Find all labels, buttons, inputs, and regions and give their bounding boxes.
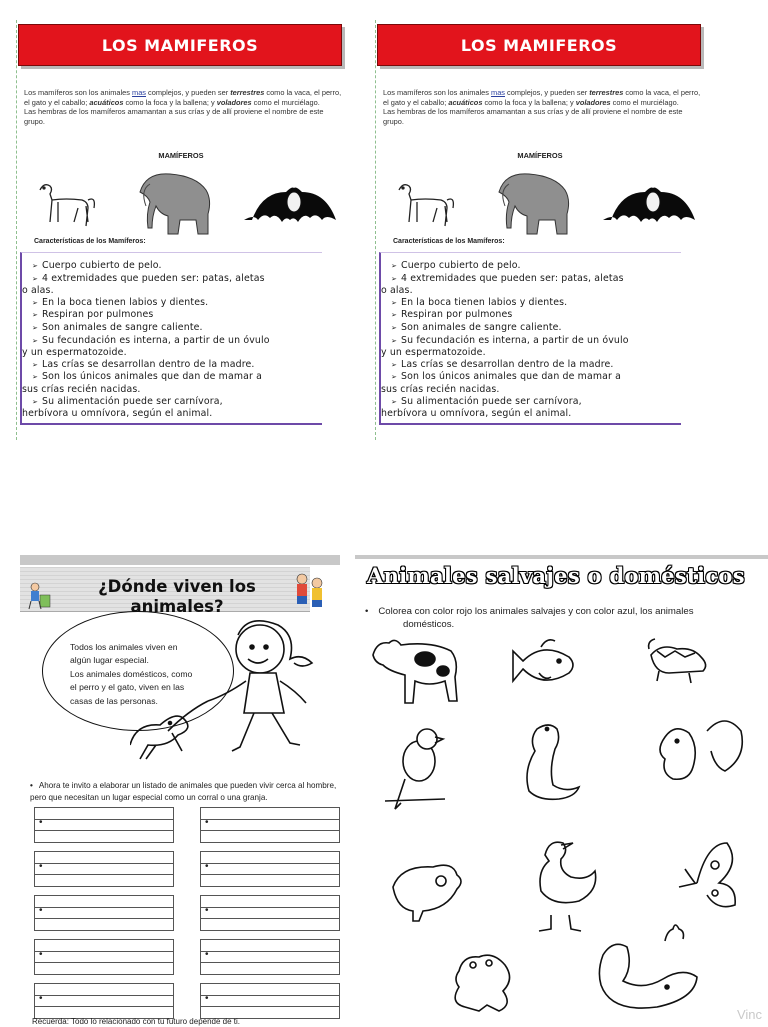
answer-box[interactable]	[34, 807, 174, 843]
mammals-heading: MAMÍFEROS	[158, 151, 204, 160]
mammal-illustrations	[32, 170, 342, 236]
list-item: ➢ Las crías se desarrollan dentro de la madre.	[391, 359, 681, 372]
list-item: ➢ Son los únicos animales que dan de mamar a	[391, 371, 681, 384]
list-item: ➢ Son animales de sangre caliente.	[32, 322, 322, 335]
cow-icon	[373, 640, 457, 703]
animal-coloring-grid	[355, 625, 768, 1024]
list-item-continuation: y un espermatozoide.	[381, 347, 486, 359]
footer-note: Recuerda: Todo lo relacionado con tu futuro depende de ti.	[32, 1017, 240, 1026]
title-banner	[18, 24, 342, 66]
characteristics-title: Características de los Mamíferos:	[393, 238, 505, 245]
worksheet-title: ¿Dónde viven los animales?	[98, 577, 256, 616]
list-item: ➢ En la boca tienen labios y dientes.	[32, 297, 322, 310]
list-item-continuation: sus crías recién nacidas.	[22, 383, 141, 395]
characteristics-list	[381, 253, 681, 420]
dog-icon	[40, 185, 94, 226]
list-item: ➢ Cuerpo cubierto de pelo.	[391, 260, 681, 273]
characteristics-box	[379, 252, 681, 425]
list-item: ➢ 4 extremidades que pueden ser: patas, aletas	[391, 273, 681, 286]
answer-boxes	[34, 807, 340, 1027]
list-item: ➢ Su alimentación puede ser carnívora,	[32, 396, 322, 409]
answer-box[interactable]	[200, 983, 340, 1019]
invite-instruction: • Ahora te invito a elaborar un listado de animales que pueden vivir cerca al hombre, pero que necesitan un lugar especial como un corral o una granja.	[30, 781, 337, 802]
turtle-icon	[649, 639, 706, 683]
title-banner	[377, 24, 701, 66]
underlined-word: mas	[132, 88, 146, 97]
pig-icon	[393, 865, 461, 921]
fish-icon	[513, 640, 573, 681]
dog-icon	[399, 185, 453, 226]
duck-icon	[539, 842, 596, 931]
list-item-continuation: sus crías recién nacidas.	[381, 383, 500, 395]
list-item-continuation: herbívora u omnívora, según el animal.	[381, 408, 572, 420]
list-item-continuation: o alas.	[381, 285, 413, 297]
coloring-instruction: • Colorea con color rojo los animales salvajes y con color azul, los animales domésticos.	[365, 606, 694, 630]
speech-text: Todos los animales viven en algún lugar especial. Los animales domésticos, como el perro y el gato, viven en las casas de las personas.	[70, 642, 193, 706]
worksheet-title: LOS MAMIFEROS	[460, 35, 618, 55]
mamiferos-worksheet-left	[16, 20, 346, 440]
underlined-word: mas	[491, 88, 505, 97]
answer-box[interactable]	[200, 851, 340, 887]
worksheet-title: LOS MAMIFEROS	[101, 35, 259, 55]
mammals-heading: MAMÍFEROS	[517, 151, 563, 160]
donde-viven-worksheet	[20, 555, 340, 1024]
mammal-illustrations	[391, 170, 701, 236]
title-panel	[20, 567, 310, 616]
list-item: ➢ Su fecundación es interna, a partir de un óvulo	[391, 335, 681, 348]
bat-icon	[244, 188, 336, 223]
answer-box[interactable]	[34, 983, 174, 1019]
characteristics-title: Características de los Mamíferos:	[34, 238, 146, 245]
list-item: ➢ Cuerpo cubierto de pelo.	[32, 260, 322, 273]
intro-paragraph: Los mamíferos son los animales mas complejos, y pueden ser terrestres como la vaca, el perro, el gato y el caballo; acuáticos como la foca y la ballena; y voladores como el murciélago. Las hembras de los mamíferos amamantan a sus crías y de allí proviene el nombre de este grupo.	[383, 88, 701, 126]
elephant-icon	[499, 174, 569, 234]
frog-icon	[455, 955, 509, 1011]
butterfly-icon	[679, 843, 735, 907]
answer-box[interactable]	[34, 851, 174, 887]
mamiferos-worksheet-right	[375, 20, 705, 440]
list-item: ➢ En la boca tienen labios y dientes.	[391, 297, 681, 310]
squirrel-icon	[660, 721, 742, 779]
list-item: ➢ Son los únicos animales que dan de mamar a	[32, 371, 322, 384]
characteristics-list	[22, 253, 322, 420]
watermark: Vinc	[736, 1007, 762, 1022]
list-item: ➢ Su alimentación puede ser carnívora,	[391, 396, 681, 409]
whale-icon	[599, 925, 697, 1008]
list-item-continuation: y un espermatozoide.	[22, 347, 127, 359]
top-bar	[20, 555, 340, 565]
list-item: ➢ Respiran por pulmones	[32, 309, 322, 322]
characteristics-box	[20, 252, 322, 425]
bat-icon	[603, 188, 695, 223]
answer-box[interactable]	[34, 895, 174, 931]
answer-box[interactable]	[200, 939, 340, 975]
list-item: ➢ 4 extremidades que pueden ser: patas, aletas	[32, 273, 322, 286]
answer-box[interactable]	[34, 939, 174, 975]
answer-box[interactable]	[200, 807, 340, 843]
elephant-icon	[140, 174, 210, 234]
top-bar	[355, 555, 768, 559]
dashed-margin	[375, 20, 376, 440]
seal-icon	[527, 725, 579, 799]
dashed-margin	[16, 20, 17, 440]
intro-paragraph: Los mamíferos son los animales mas complejos, y pueden ser terrestres como la vaca, el perro, el gato y el caballo; acuáticos como la foca y la ballena; y voladores como el murciélago. Las hembras de los mamíferos amamantan a sus crías y de allí proviene el nombre de este grupo.	[24, 88, 342, 126]
list-item: ➢ Su fecundación es interna, a partir de un óvulo	[32, 335, 322, 348]
bird-icon	[385, 729, 445, 809]
list-item-continuation: o alas.	[22, 285, 54, 297]
salvajes-domesticos-worksheet	[355, 555, 768, 1024]
answer-box[interactable]	[200, 895, 340, 931]
list-item: ➢ Las crías se desarrollan dentro de la madre.	[32, 359, 322, 372]
list-item: ➢ Respiran por pulmones	[391, 309, 681, 322]
worksheet-title: Animales salvajes o domésticos	[367, 563, 745, 588]
list-item: ➢ Son animales de sangre caliente.	[391, 322, 681, 335]
list-item-continuation: herbívora u omnívora, según el animal.	[22, 408, 213, 420]
